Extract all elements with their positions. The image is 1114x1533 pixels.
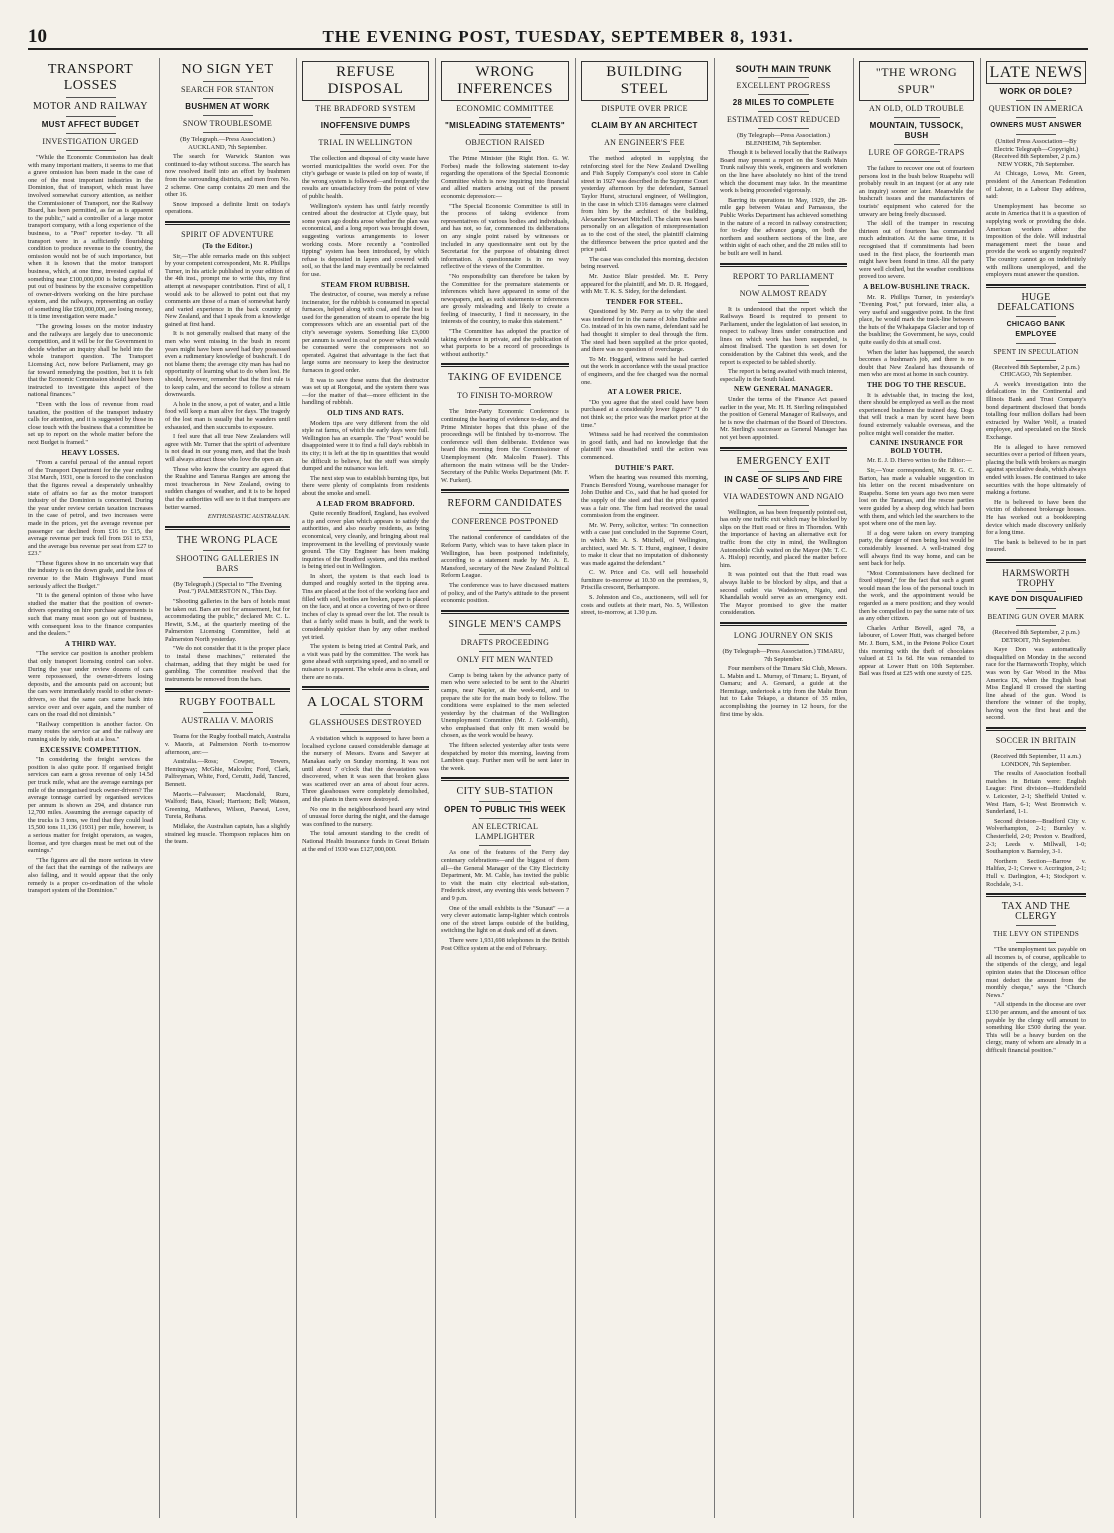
paragraph: He is believed to have been the victim of dishonest brokerage houses. He has worked out a bookkeeping device which made discovery unlikely for a long time. — [986, 498, 1086, 537]
paragraph: The total amount standing to the credit of National Health Insurance funds in Great Britain at the end of 1930 was £127,000,000. — [302, 830, 429, 853]
rule — [758, 488, 809, 489]
deck: MOUNTAIN, TUSSOCK, BUSH — [869, 121, 964, 140]
headline: LONG JOURNEY ON SKIS — [733, 630, 834, 640]
paragraph: It was pointed out that the Hutt road was always liable to be blocked by slips, and that a second outlet via Wadestown, Ngaio, and Khandallah would serve as an emergency exit. The Mayor promised to give the matter consideration. — [720, 571, 847, 617]
rule — [479, 651, 530, 652]
paragraph: No one in the neighbourhood heard any wind of unusual force during the night, and the damage was confined to the nursery. — [302, 805, 429, 828]
deck: OPEN TO PUBLIC THIS WEEK — [444, 805, 566, 815]
rule — [203, 577, 253, 578]
rule — [1016, 134, 1056, 135]
rule — [479, 668, 530, 669]
rule — [340, 134, 391, 135]
subheading: STEAM FROM RUBBISH. — [321, 280, 410, 289]
subheading: AT A LOWER PRICE. — [607, 388, 682, 397]
dateline: (Received 8th September, 2 p.m.) CHICAGO, 7th September. — [992, 363, 1080, 379]
paragraph: Australia.—Ross; Cowper, Towers, Hemingway; McGhie, Malcolm; Ford, Clark, Palfreyman, White, Ford, Cerutti, Judd, Tancred, Bennett. — [165, 758, 290, 788]
dateline: (United Press Association—By Electric Telegraph—Copyright.) (Received 8th September, 2 p.m.) NEW YORK, 7th September. — [992, 138, 1080, 168]
paragraph: Sir,—Your correspondent, Mr. R. G. C. Barton, has made a valuable suggestion in his letter on the recent misadventure on Ruapehu. Some ten years ago two men were lost on the Tararuas, and the rescue parties were guided by a sheep dog which had been with them, and which led the searchers to the spot where one of the men lay. — [859, 466, 974, 528]
deck: ESTIMATED COST REDUCED — [726, 115, 841, 124]
rule — [479, 404, 530, 405]
paragraph: A hole in the snow, a pot of water, and a little food will keep a man alive for days. The tragedy of the lost man is usually that he wanders until exhausted, and then succumbs to exposure. — [165, 400, 290, 431]
paragraph: Four members of the Timaru Ski Club, Messrs. L. Mabin and L. Murray, of Timaru; L. Bryant, of Oamaru; and A. Grenard, a guide at the Hermitage, undertook a trip from the Malte Brun hut to Lake Tekapo, a distance of 35 miles, accomplishing the journey in 12 hours, for the first time by skis. — [720, 665, 847, 718]
dateline: (By Telegraph.—Press Association.) AUCKLAND, 7th September. — [180, 136, 275, 151]
headline: TAKING OF EVIDENCE — [447, 372, 563, 384]
page-number: 10 — [28, 26, 47, 47]
rule — [1016, 608, 1056, 609]
dateline: (Received 8th September, 11 a.m.) LONDON, 7th September. — [991, 753, 1081, 768]
paragraph: "Even with the loss of revenue from road taxation, the position of the transport industry calls for attention, and it is suggested by those in close touch with the business that a committee be set up to report on the whole matter before the next Budget is framed." — [28, 401, 153, 446]
paragraph: "Do you agree that the steel could have been purchased at a considerably lower figure?" "I do not think so; the price was the market price at the time." — [581, 398, 708, 429]
dateline: (By Telegraph—Press Association.) BLENHEIM, 7th September. — [736, 132, 831, 147]
paragraph: Questioned by Mr. Perry as to why the steel was tendered for in the name of John Duthie and Co. instead of in his own name, defendant said he had thought it simpler to deal through the firm. The steel had been supplied at the price quoted, and there was no question of overcharge. — [581, 308, 708, 354]
headline: LATE NEWS — [986, 61, 1086, 84]
paragraph: The fifteen selected yesterday after tests were despatched by motor this morning, leaving from Lambton quay. Further men will be sent later in the week. — [441, 742, 569, 772]
deck: VIA WADESTOWN AND NGAIO — [723, 491, 844, 501]
paragraph: The conference was to have discussed matters of policy, and of the Party's attitude to the present economic position. — [441, 581, 569, 605]
subheading: NEW GENERAL MANAGER. — [733, 385, 834, 394]
deck: OBJECTION RAISED — [465, 138, 545, 147]
deck: ECONOMIC COMMITTEE — [456, 104, 554, 113]
paragraph: The Prime Minister (the Right Hon. G. W. Forbes) made the following statement to-day regarding the operations of the Special Economic Committee which is now inquiring into financial and allied matters arising out of the present economic depression:— — [441, 155, 569, 200]
paragraph: It is not generally realised that many of the men who went missing in the bush in recent years might have been saved had they possessed even a rudimentary knowledge of bushcraft. I do not blame them; the average city man has had no opportunity of learning what to do when lost. He should, however, remember that the first rule is to keep calm, and the second to follow a stream downwards. — [165, 330, 290, 399]
deck: TO FINISH TO-MORROW — [457, 391, 553, 401]
rule — [1016, 316, 1056, 317]
deck: SPENT IN SPECULATION — [993, 347, 1079, 356]
rule — [894, 117, 940, 118]
deck: INOFFENSIVE DUMPS — [320, 121, 411, 130]
rule — [619, 134, 670, 135]
paragraph: Modern tips are very different from the old style rat farms, of which the early days were full. Wellington has an example. The "Post" would be disappointed were it to find a full day's rubbish in its city; it is left at the tip in quantities that would be difficult to believe, but the stuff was simply dumped and the nuisance was left. — [302, 419, 429, 473]
rule — [479, 818, 530, 819]
paragraph: Mr. Justice Blair presided. Mr. E. Perry appeared for the plaintiff, and Mr. D. R. Hoggard, with Mr. T. K. S. Sidey, for the defendant. — [581, 272, 708, 296]
column-wrong-inferences — [441, 58, 569, 1518]
column-rule — [714, 58, 715, 1518]
paragraph: The results of Association football matches in Britain were: English League: First division—Huddersfield v. Leicester, 2-1; Sheffield United v. West Ham, 6-1; West Bromwich v. Sunderland, 1-1. — [986, 770, 1086, 816]
subheading: HEAVY LOSSES. — [61, 448, 120, 457]
rule — [203, 550, 253, 551]
headline: BUILDING STEEL — [581, 61, 708, 101]
paragraph: "No responsibility can therefore be taken by the Committee for the premature statements or inferences which have appeared in some of the newspapers, and, as such statements or inferences are grossly misleading and likely to create a feeling of insecurity, I find it necessary, in the interests of the country, to make this statement." — [441, 272, 569, 326]
rule — [203, 98, 253, 99]
headline: SOCCER IN BRITAIN — [995, 736, 1077, 746]
rule — [479, 530, 530, 531]
headline: CITY SUB-STATION — [456, 786, 554, 798]
paragraph: "It is the general opinion of those who have studied the matter that the position of owner-drivers operating on hire purchase agreements is such that many must soon go out of business, with consequent loss to the finance companies and the dealers." — [28, 592, 153, 638]
column-rule — [853, 58, 854, 1518]
paragraph: Midlake, the Australian captain, has a slightly strained leg muscle. Thompson replaces him on the team. — [165, 822, 290, 846]
deck: AN ELECTRICAL LAMPLIGHTER — [471, 822, 539, 842]
deck: AUSTRALIA V. MAORIS — [181, 716, 274, 726]
paragraph: Sir,—The able remarks made on this subject by your competent correspondent, Mr. R. Phillips Turner, in his article published in your edition of the 4th inst., prompt me to write this, my first attempt at newspaper contribution. First of all, I would ask to be allowed to point out that my comments are those of a man of somewhat hardy and varied experience in the back country of New Zealand, and that I speak from a knowledge gained at first hand. — [165, 252, 290, 328]
headline: SPIRIT OF ADVENTURE — [181, 229, 274, 239]
column-no-sign-yet — [165, 58, 290, 1518]
rule — [758, 128, 809, 129]
subheading: CANINE INSURANCE FOR BOLD YOUTH. — [869, 439, 964, 455]
masthead — [28, 26, 1088, 50]
paragraph: One of the small exhibits is the "Sunaut" — a very clever automatic lamp-lighter which controls one of the street lamps outside of the building, switching the light on at dusk and off at dawn. — [441, 904, 569, 935]
paragraph: Mr. R. Phillips Turner, in yesterday's "Evening Post," put forward, inter alia, a very useful and suggestive point. In the first place, he would mark the track-line between the huts of the Whakapapa Glacier and top of the bushline; the Government, he says, could quite easily do this at small cost. — [859, 293, 974, 347]
rule — [165, 688, 290, 692]
deck: INVESTIGATION URGED — [42, 137, 139, 146]
column-rule — [159, 58, 160, 1518]
column-refuse-disposal — [302, 58, 429, 1518]
rule — [894, 144, 940, 145]
rule — [758, 302, 809, 303]
paragraph: The failure to recover one out of fourteen persons lost in the bush below Ruapehu will probably result in an inquest (or at any rate an inquiry) sooner or later. Meanwhile the bushcraft issues and the manufacturers of tourists' equipment who catered for the unwary are being freely discussed. — [859, 165, 974, 218]
headline: HUGE DEFALCATIONS — [997, 291, 1075, 313]
paragraph: "While the Economic Commission has dealt with many important matters, it seems to me that a grave omission has been made in the case of one of the most important industries in the Dominion, that of transport, which must have involved somewhat cursory attention, as neither the Commissioner of Transport, nor the Railway Board, has been permitted, as far as is apparent to the public," said a controller of a large motor transport company, with a long experience of the business, to a "Post" reporter to-day. "It all transport were in a sufficiently flourishing condition to produce revenue to the country, the omission would not be of such importance, but when it is known that the motor transport business, which, at one time, invested capital of something near £100,000,000 is being gradually put out of business by the excessive competition of owner-drivers working on the hire purchase system, and the railways, representing an outlay of something like £60,000,000, are losing money, it is time investigation were made." — [28, 154, 153, 321]
paragraph: "Shooting galleries in the bars of hotels must be taken out. Bars are not for amusement, but for accommodating the public," declared Mr. C. L. Hewitt, S.M., at the quarterly meeting of the Palmerston Licensing Committee, held at Palmerston North yesterday. — [165, 597, 290, 643]
rule — [203, 81, 253, 82]
subheading: THE DOG TO THE RESCUE. — [867, 381, 966, 390]
paragraph: "From a careful perusal of the annual report of the Transport Department for the year ending 31st March, 1931, one is forced to the conclusion that the figures reveal a desperately unhealthy state of affairs so far as the motor transport industry of the Dominion is concerned. During the year under review certain taxation increases in the case of petrol, and two increases were made in the prices, yet the average revenue per passenger car declined from £16 to £15, the average revenue per truck fell from £61 to £53, and the average bus revenue per seat from £27 to £23." — [28, 459, 153, 558]
headline: A LOCAL STORM — [307, 695, 424, 711]
paragraph: He is alleged to have removed securities over a period of fifteen years, placing the bulk with brokers as margin against speculative deals, which always ended with losses. He continued to take securities with the hope ultimately of making a fortune. — [986, 443, 1086, 497]
rule — [1016, 925, 1056, 926]
deck: WORK OR DOLE? — [999, 87, 1073, 96]
paragraph: Northern Section—Barrow v. Halifax, 2-1; Crewe v. Accrington, 2-1; Hull v. Darlington, 4-1; Stockport v. Rochdale, 3-1. — [986, 857, 1086, 888]
paragraph: Teams for the Rugby football match, Australia v. Maoris, at Palmerston North to-morrow afternoon, are:— — [165, 733, 290, 756]
subheading: EXCESSIVE COMPETITION. — [39, 745, 142, 754]
paragraph: As one of the features of the Ferry day centenary celebrations—and the biggest of them all—the General Manager of the City Electricity Department, Mr. M. Cable, has invited the public to visit the main city electrical sub-station, Frederick street, any evening this week between 7 and 9 p.m. — [441, 849, 569, 902]
paragraph: Though it is believed locally that the Railways Board may present a report on the South Main Trunk railway this week, engineers and workmen on the line have absolutely no hint of the trend which the document may take. In the meantime work is being proceeded vigorously. — [720, 149, 847, 195]
paragraph: "In considering the freight services the position is also quite poor. If organised freight services can earn a gross revenue of only 14.5d per truck mile, what are the average earnings per mile of the unorganised truck owner-drivers? The average tonnage carried by organised services per annum is shown as 294, and distance run 12,700 miles. Assuming the average capacity of the trucks is 3 tons, we find that they could load 15,500 tons 11,136 (1931) per mile, however, is a serious matter for freight operators, as wages, license, and tyre charges must be met out of the earnings." — [28, 756, 153, 855]
column-transport-losses — [28, 58, 153, 1518]
headline: REFUSE DISPOSAL — [302, 61, 429, 101]
paragraph: The report is being awaited with much interest, especially in the South Island. — [720, 368, 847, 383]
rule — [203, 115, 253, 116]
column-building-steel — [581, 58, 708, 1518]
paragraph: The method adopted in supplying the reinforcing steel for the New Zealand Dwelling and Fish Supply Company's cool store in Cable street in 1927 was described in the Supreme Court yesterday afternoon by the defendant, Samuel Taylor Hurst, structural engineer, of Wellington, in the case in which £316 damages were claimed from him by the architect of the building, Alexander Stewart Mitchell. The claim was based personally on an allegation of misrepresentation as to the cost of the steel, the plaintiff claiming the difference between the price quoted and the price paid. — [581, 155, 708, 254]
paragraph: "The unemployment tax payable on all incomes is, of course, applicable to the stipends of the clergy, and legal opinion states that the Diocesan office must deduct the amount from the monthly cheque," says the "Church News." — [986, 946, 1086, 999]
rule — [1016, 625, 1056, 626]
rule — [165, 221, 290, 225]
paragraph: Mr. E. J. D. Hervo writes to the Editor:— — [867, 457, 972, 465]
paragraph: Barring its operations in May, 1929, the 28-mile gap between Waiau and Parnassus, the Public Works Department has achieved something in the nature of a record in railway construction; for to-day the advance gangs, on both the northern and southern sections of the line, are within sight of each other, and the 28 miles still to be built are well in hand. — [720, 196, 847, 257]
rule — [340, 151, 391, 152]
paragraph: The bank is believed to be in part insured. — [986, 538, 1086, 554]
paragraph: "The service car position is another problem that only transport licensing control can solve. During the year under review dozens of cars were repossessed, the owner-drivers losing deposits, and the amounts paid on account; but the cars were immediately resold to other owner-drivers, so that the same cars came back into service over and over again, and the number of cars on the road did not diminish." — [28, 650, 153, 719]
paragraph: If a dog were taken on every tramping party, the danger of men being lost would be considerably lessened. A well-trained dog will always find its way home, and can be sent back for help. — [859, 529, 974, 568]
rule — [479, 134, 530, 135]
paragraph: When the hearing was resumed this morning, Francis Beresford Young, warehouse manager for John Duthie and Co., said that he had quoted for the supply of the steel and that the price quoted was a fair one. The firm had received the usual commission from the engineer. — [581, 474, 708, 520]
rule — [203, 729, 253, 730]
headline: EMERGENCY EXIT — [736, 455, 831, 467]
column-south-main-trunk — [720, 58, 847, 1518]
paragraph: C. W. Price and Co. will sell household furniture to-morrow at 10.30 on the premises, 9, Priscilla crescent, Berhampore. — [581, 569, 708, 592]
paragraph: The system is being tried at Central Park, and a visit was paid by the committee. The work has gone ahead with surprising speed, and no smell or nuisance is apparent. The whole area is clean, and there are no rats. — [302, 643, 429, 681]
deck: BEATING GUN OVER MARK — [987, 612, 1085, 621]
paragraph: "The Committee has adopted the practice of taking evidence in private, and the publication of what purports to be a record of proceedings is without authority." — [441, 328, 569, 358]
paragraph: Quite recently Bradford, England, has evolved a tip and cover plan which appears to satisfy the authorities, and also nearby residents, as being economical, very cleanly, and bringing about real improvement in the levelling of previously waste ground. The City Engineer has been making inquiries of the Bradford system, and this method is being tried out in Wellington. — [302, 510, 429, 571]
subheading: DUTHIE'S PART. — [615, 463, 674, 472]
rule — [66, 133, 116, 134]
rule — [758, 77, 809, 78]
rule — [340, 731, 391, 732]
rule — [758, 644, 809, 645]
deck: CHICAGO BANK EMPLOYEE — [1006, 320, 1066, 338]
paragraph: The skill of the tramper in rescuing thirteen out of fourteen has commanded much admiration. At the same time, it is recognised that if commitments had been used in the first place, the fourteenth man might have been found in time. All the party were well clothed, but the weather conditions proved too severe. — [859, 220, 974, 281]
paragraph: S. Johnston and Co., auctioneers, will sell for costs and outlets at their mart, No. 5, Willeston street, to-morrow, at 1.30 p.m. — [581, 594, 708, 617]
rule — [66, 150, 116, 151]
rule — [619, 151, 670, 152]
headline: NO SIGN YET — [181, 62, 274, 77]
rule — [302, 686, 429, 690]
dateline: (By Telegraph—Press Association.) TIMARU, 7th September. — [722, 647, 845, 663]
rule — [986, 893, 1086, 897]
rule — [1016, 749, 1056, 750]
paragraph: The search for Warwick Stanton was continued to-day without success. The search has now resolved itself into an effort by bushmen from the surrounding districts, and men from No. 2 scheme. One camp contains 20 men and the other 16. — [165, 153, 290, 199]
rule — [479, 513, 530, 514]
subheading: TENDER FOR STEEL. — [606, 297, 683, 306]
headline: THE WRONG PLACE — [176, 534, 279, 546]
subheading: (To the Editor.) — [202, 241, 253, 250]
rule — [894, 161, 940, 162]
paragraph: A week's investigation into the defalcations in the Continental and Illinois Bank and Trust Company's bond department disclosed that bonds totalling four million dollars had been extracted by Walter Wolf, a trusted employee, and speculated on the Stock Exchange. — [986, 380, 1086, 442]
rule — [441, 777, 569, 781]
paragraph: Those who know the country are agreed that the Ruahine and Tararua Ranges are among the most treacherous in New Zealand, owing to sudden changes of weather, and it is to be hoped that the authorities will see to it that trampers are better warned. — [165, 465, 290, 511]
deck: DRAFTS PROCEEDING — [460, 637, 550, 647]
deck: OWNERS MUST ANSWER — [990, 122, 1082, 129]
paragraph: Wellington's system has until fairly recently centred about the destructor at Clyde quay, but some years ago doubts arose whether the plan was economical, and a long report was brought down, suggesting various arrangements to lower working costs. More recently a "controlled tipping" system has been introduced, by which refuse is deposited in layers and covered with soil, so that the land may eventually be reclaimed for use. — [302, 202, 429, 278]
headline: TAX AND THE CLERGY — [1001, 901, 1071, 923]
paragraph: Second division—Bradford City v. Wolverhampton, 2-1; Burnley v. Chesterfield, 2-0; Preston v. Bradford, 2-3; Leeds v. Millwall, 1-0; Southampton v. Barnsley, 3-1. — [986, 817, 1086, 856]
paragraph: The collection and disposal of city waste have worried municipalities the world over. For the city's garbage or waste is piled on top of waste, if the wrong system is followed—and frequently the results are unsatisfactory from the point of view of public health. — [302, 155, 429, 200]
deck: SEARCH FOR STANTON — [180, 85, 275, 94]
rule — [758, 505, 809, 506]
rule — [441, 489, 569, 493]
subheading: A LEAD FROM BRADFORD. — [316, 499, 415, 508]
deck: BUSHMEN AT WORK — [185, 102, 270, 111]
rule — [479, 634, 530, 635]
column-late-news — [986, 58, 1086, 1518]
paragraph: "The Special Economic Committee is still in the process of taking evidence from representatives of various bodies and individuals, and has not, so far, commenced its deliberations on any single point raised by witnesses or included in any questionnaire sent out by the Secretariat for the purpose of obtaining direct information. A questionnaire is in no way reflective of the views of the Committee. — [441, 202, 569, 271]
rule — [165, 526, 290, 530]
deck: GLASSHOUSES DESTROYED — [309, 718, 422, 728]
rule — [1016, 117, 1056, 118]
rule — [66, 116, 116, 117]
deck: TRIAL IN WELLINGTON — [318, 138, 413, 147]
deck: AN ENGINEER'S FEE — [604, 138, 685, 147]
paragraph: It is understood that the report which the Railways Board is required to present to Parliament, under the legislation of last session, in respect to railway lines under construction and lines on which work has been suspended, is almost finalised. The question is set down for consideration by the Cabinet this week, and the report is expected to be tabled shortly. — [720, 305, 847, 366]
headline: WRONG INFERENCES — [441, 61, 569, 101]
headline: "THE WRONG SPUR" — [859, 61, 974, 101]
paragraph: Unemployment has become so acute in America that it is a question of supplying work or providing the dole. American workers abhor the imposition of the dole. Will industrial management meet the issue and provide the work so urgently required? The country cannot go on indefinitely with millions unemployed, and the employers must answer the question. — [986, 202, 1086, 279]
headline: RUGBY FOOTBALL — [179, 697, 276, 709]
paragraph: Snow imposed a definite limit on today's operations. — [165, 200, 290, 216]
rule — [1016, 100, 1056, 101]
paragraph: "We do not consider that it is the proper place to instal these machines," reiterated the chairman, adding that they might be used for gambling. The committee resolved that the instruments be removed from the bars. — [165, 645, 290, 683]
deck: CLAIM BY AN ARCHITECT — [591, 121, 698, 130]
paragraph: The Inter-Party Economic Conference is continuing the hearing of evidence to-day, and the Prime Minister hopes that this phase of the proceedings will be finished by to-morrow. The conference will then deliberate. Evidence was heard this morning from the Commissioner of Unemployment (Mr. Malcolm Fraser). This afternoon the main witness will be the Under-Secretary of the Public Works Department (Mr. F. W. Furkert). — [441, 408, 569, 484]
paragraph: "Railway competition is another factor. On many routes the service car and the railway are running side by side, both at a loss." — [28, 720, 153, 743]
rule — [203, 132, 253, 133]
paragraph: The case was concluded this morning, decision being reserved. — [581, 255, 708, 271]
deck: QUESTION IN AMERICA — [988, 104, 1084, 113]
paragraph: At Chicago, Lowa, Mr. Green, president of the American Federation of Labour, in a Labour Day address, said: — [986, 170, 1086, 201]
headline: TRANSPORT LOSSES — [47, 62, 134, 93]
rule — [1016, 343, 1056, 344]
rule — [758, 285, 809, 286]
rule — [203, 712, 253, 713]
rule — [720, 263, 847, 267]
rule — [479, 801, 530, 802]
paragraph: It is advisable that, in tracing the lost, there should be employed as well as the most experienced bushmen the trained dog. Dogs that will track a man by scent have been found extremely valuable overseas, and the police might well consider the matter. — [859, 391, 974, 437]
rule — [66, 97, 116, 98]
deck: SNOW TROUBLESOME — [182, 119, 273, 128]
rule — [479, 117, 530, 118]
rule — [758, 471, 809, 472]
column-rule — [575, 58, 576, 1518]
rule — [986, 727, 1086, 731]
deck: IN CASE OF SLIPS AND FIRE — [724, 474, 843, 484]
rule — [720, 622, 847, 626]
deck: "MISLEADING STATEMENTS" — [445, 121, 565, 130]
rule — [441, 610, 569, 614]
paragraph: Charles Arthur Bovell, aged 78, a labourer, of Lower Hutt, was charged before Mr. J. Burn, S.M., in the Petone Police Court this morning with the theft of chocolates valued at £1 1s 6d. He was remanded to appear at Lower Hutt on 10th September. Bail was fixed at £25 with one surety of £25. — [859, 624, 974, 678]
deck: THE LEVY ON STIPENDS — [992, 930, 1080, 939]
subheading: OLD TINS AND RATS. — [327, 409, 404, 417]
headline: REPORT TO PARLIAMENT — [732, 271, 835, 281]
paragraph: Wellington, as has been frequently pointed out, has only one traffic exit which may be blocked by slips on the Hutt road or fires in Thorndon. With the importance of having an alternative exit for traffic from the city in mind, the Wellington Automobile Club waited on the Mayor (Mr. T. C. A. Hislop) recently, and placed the matter before him. — [720, 508, 847, 569]
rule — [1016, 591, 1056, 592]
dateline: (By Telegraph.) (Special to "The Evening Post.") PALMERSTON N., This Day. — [173, 580, 282, 596]
deck: AN OLD, OLD TROUBLE — [869, 104, 964, 113]
deck: CONFERENCE POSTPONED — [451, 517, 559, 527]
paragraph: The next step was to establish burning tips, but there were plenty of complaints from residents about the smoke and smell. — [302, 474, 429, 497]
deck: MUST AFFECT BUDGET — [41, 120, 140, 129]
headline: SINGLE MEN'S CAMPS — [448, 618, 562, 630]
paragraph: Maoris.—Falwasser; Macdonald, Ruru, Walford; Bata, Kissel; Harrison; Bell; Watson, Greening, Matthews, Wilson, Paewai, Love, Tureia, Reihana. — [165, 790, 290, 821]
paragraph: The destructor, of course, was merely a refuse incinerator, for the rubbish is consumed in special furnaces, helped along with coal, and the heat is used for the generation of steam to operate the big compressors which are an essential part of the city's sewerage system. Something like £3,000 per annum is saved in coal or power which would be consumed were the compressors not so operated. Against that advantage is the fact that large sums are necessary to keep the destructor furnaces in good order. — [302, 291, 429, 375]
paragraph: I feel sure that all true New Zealanders will agree with Mr. Turner that the spirit of adventure is not dead in our young men, and that the bush will always attract those who love the open air. — [165, 433, 290, 463]
rule — [479, 845, 530, 846]
paragraph: "The figures are all the more serious in view of the fact that the earnings of the railways are also falling, and it would appear that the only remedy is a proper co-ordination of the whole transport system of the Dominion." — [28, 856, 153, 895]
rule — [758, 111, 809, 112]
rule — [758, 94, 809, 95]
rule — [619, 117, 670, 118]
rule — [720, 447, 847, 451]
paragraph: It was to save these sums that the destructor was set up at Rongotai, and the system there was—for the matter of that—more efficient in the handling of rubbish. — [302, 376, 429, 407]
rule — [986, 284, 1086, 288]
paragraph: "The growing losses on the motor industry and the railways are largely due to uneconomic competition, and it will be for the Government to decide whether an inquiry shall be held into the whole transport question. The Transport Licensing Act, now before Parliament, may go far toward remedying the position, but it is felt that the Economic Commission should have been instructed to investigate this aspect of the national finances." — [28, 323, 153, 399]
paragraph: When the latter has happened, the search becomes a bushman's job, and there is no doubt that New Zealand has thousands of men who are most at home in such country. — [859, 348, 974, 379]
headline: SOUTH MAIN TRUNK — [735, 64, 832, 74]
deck: MOTOR AND RAILWAY — [33, 101, 148, 112]
deck: EXCELLENT PROGRESS — [736, 81, 831, 90]
paragraph: Camp is being taken by the advance party of men who were selected to be sent to the Ahuriri camps, near Napier, at the week-end, and to prepare the site for the main body to follow. The conditions were explained to the men selected yesterday by the chairman of the Wellington Unemployment Committee (Mr. J. Gold-smith), who emphasised that only fit men would be chosen, as the work would be heavy. — [441, 671, 569, 740]
paragraph: "These figures show in no uncertain way that the industry is on the down grade, and the loss of revenue to the Main Highways Fund must seriously affect the Budget." — [28, 559, 153, 590]
paragraph: Mr. W. Perry, solicitor, writes: "In connection with a case just concluded in the Supreme Court, in which Mr. A. S. Mitchell, of Wellington, architect, sued Mr. S. T. Hurst, engineer, I desire to make it clear that no imputation of dishonesty was made against the defendant." — [581, 521, 708, 567]
rule — [1016, 360, 1056, 361]
paragraph: Kaye Don was automatically disqualified on Monday in the second race for the Harmsworth Trophy, which was won by Gar Wood in the Miss America IX, when the English boat Miss England II crossed the starting line ahead of the gun. Wood is therefore the winner of the trophy, having won the first heat and the second. — [986, 646, 1086, 722]
rule — [479, 151, 530, 152]
deck: THE BRADFORD SYSTEM — [315, 104, 416, 113]
paragraph: In short, the system is that each load is dumped and roughly sorted in the tipping area. Tins are placed at the foot of the working face and filled with soil, bottles are broken, paper is placed on the face, and at once a covering of two or three inches of clay is spread over the lot. The result is that a fairly solid mass is built, and the work is considerably quicker than by any other method yet tried. — [302, 572, 429, 641]
deck: LURE OF GORGE-TRAPS — [868, 148, 965, 157]
headline: REFORM CANDIDATES — [447, 498, 563, 510]
rule — [340, 117, 391, 118]
paragraph: The national conference of candidates of the Reform Party, which was to have taken place in Wellington, has been postponed indefinitely, according to a statement made by Mr. A. E. Mansford, secretary of the New Zealand Political Reform League. — [441, 534, 569, 580]
paragraph: Witness said he had received the commission in good faith, and had no knowledge that the plaintiff was dissatisfied until the action was commenced. — [581, 431, 708, 461]
subheading: A BELOW-BUSHLINE TRACK. — [863, 282, 970, 291]
headline: HARMSWORTH TROPHY — [1002, 567, 1070, 588]
dateline: (Received 8th September, 2 p.m.) DETROIT, 7th September. — [992, 628, 1080, 644]
column-wrong-spur — [859, 58, 974, 1518]
paragraph: Under the terms of the Finance Act passed earlier in the year, Mr. H. H. Sterling relinquished the position of General Manager of Railways, and he is now the chairman of the Board of Directors. Mr. Sterling's successor as General Manager has not yet been appointed. — [720, 396, 847, 441]
rule — [479, 387, 530, 388]
rule — [441, 363, 569, 367]
signature: ENTHUSIASTIC AUSTRALIAN. — [207, 513, 290, 521]
deck: ONLY FIT MEN WANTED — [456, 654, 554, 664]
column-rule — [296, 58, 297, 1518]
paragraph: There were 1,931,698 telephones in the British Post Office system at the end of February. — [441, 936, 569, 952]
column-rule — [435, 58, 436, 1518]
deck: NOW ALMOST READY — [739, 288, 828, 298]
paragraph: "Most Commissioners have declined for fixed stipend," for the fact that such a grant would mean the loss of the personal touch in the work, and the appointment would be regarded as a mere position; and they would then be compelled to pay the same rate of tax as any other citizen. — [859, 569, 974, 623]
paragraph: To Mr. Hoggard, witness said he had carried out the work in accordance with the usual practice of engineers, and the fee charged was the normal one. — [581, 355, 708, 386]
deck: DISPUTE OVER PRICE — [601, 104, 688, 113]
deck: 28 MILES TO COMPLETE — [732, 98, 835, 107]
paragraph: A visitation which is supposed to have been a localised cyclone caused considerable damage at the nursery of Messrs. Evans and Sawyer at Manakau early on Sunday morning. It was not until about 7 o'clock that the devastation was discovered, when it was seen that broken glass was scattered over an area of about four acres. Three glasshouses were completely demolished, and the plants in them were destroyed. — [302, 735, 429, 803]
deck: SHOOTING GALLERIES IN BARS — [175, 553, 280, 573]
column-rule — [980, 58, 981, 1518]
deck: KAYE DON DISQUALIFIED — [989, 595, 1083, 603]
rule — [340, 714, 391, 715]
rule — [1016, 942, 1056, 943]
paragraph: "All stipends in the diocese are over £130 per annum, and the amount of tax payable by the clergy will amount to something like £500 during the year. This will be a heavy burden on the clergy, many of whom are already in a difficult financial position." — [986, 1001, 1086, 1054]
rule — [986, 559, 1086, 563]
newspaper-title: THE EVENING POST, TUESDAY, SEPTEMBER 8, 1931. — [322, 27, 794, 46]
subheading: A THIRD WAY. — [64, 639, 117, 648]
